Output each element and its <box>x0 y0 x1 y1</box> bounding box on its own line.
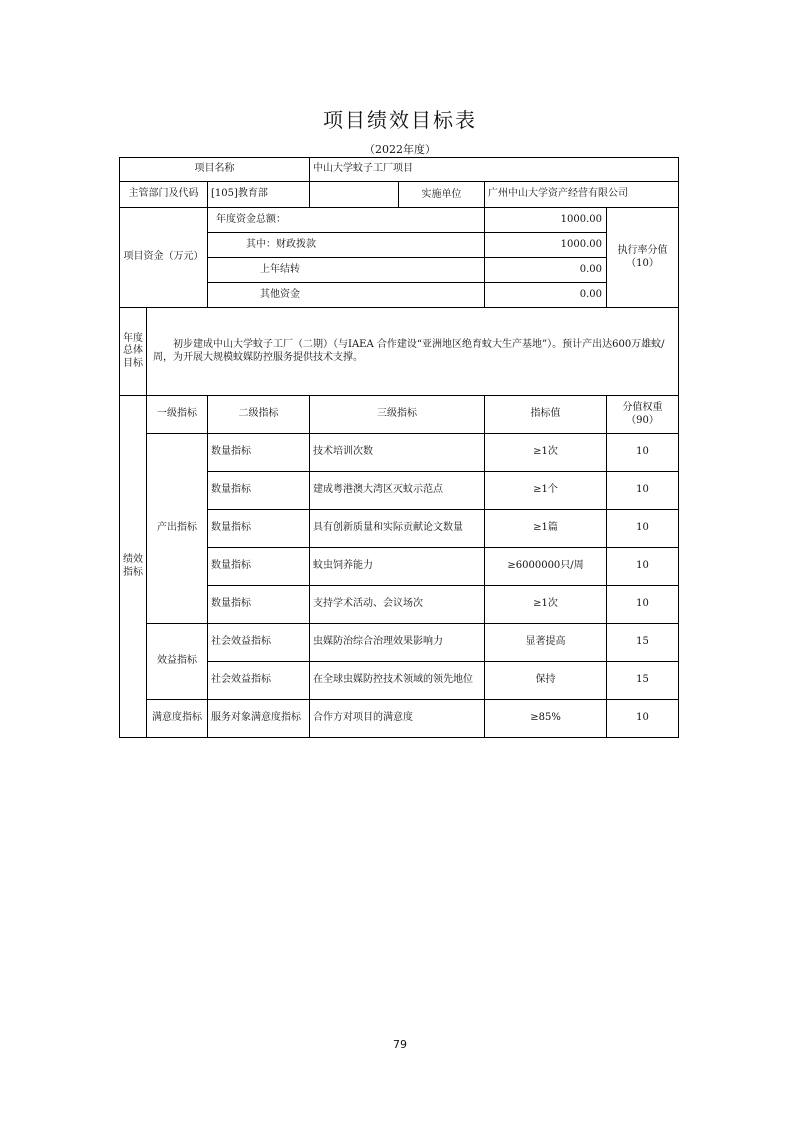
value-cell: ≥1次 <box>485 434 607 472</box>
table-row <box>120 434 679 472</box>
value-cell: 保持 <box>485 662 607 700</box>
department-value: [105]教育部 <box>208 182 310 208</box>
performance-table <box>119 157 679 738</box>
funds-total-label: 年度资金总额： <box>208 208 485 233</box>
level2-cell: 数量指标 <box>208 510 310 548</box>
execution-rate-label: 执行率分值 <box>617 245 668 256</box>
department-row <box>120 182 679 208</box>
indicator-header-row <box>120 396 679 434</box>
execution-rate-cell <box>607 208 679 308</box>
funds-label: 项目资金（万元） <box>120 208 208 308</box>
value-cell: ≥1次 <box>485 586 607 624</box>
annual-goal-row <box>120 308 679 396</box>
value-cell: ≥1篇 <box>485 510 607 548</box>
weight-cell: 10 <box>607 434 679 472</box>
level3-cell: 合作方对项目的满意度 <box>310 700 485 738</box>
department-label: 主管部门及代码 <box>120 182 208 208</box>
funds-fiscal-label: 其中：财政拨款 <box>208 233 485 258</box>
level2-cell: 社会效益指标 <box>208 624 310 662</box>
value-cell: ≥1个 <box>485 472 607 510</box>
level3-cell: 支持学术活动、会议场次 <box>310 586 485 624</box>
weight-cell: 15 <box>607 662 679 700</box>
weight-cell: 10 <box>607 472 679 510</box>
execution-rate-value: （10） <box>626 257 659 269</box>
group-output: 产出指标 <box>147 434 208 624</box>
level2-cell: 数量指标 <box>208 548 310 586</box>
annual-goal-label: 年度总体目标 <box>120 308 147 396</box>
level2-cell: 社会效益指标 <box>208 662 310 700</box>
page-number: 79 <box>393 1038 407 1051</box>
funds-other-value: 0.00 <box>485 283 607 308</box>
project-name-label: 项目名称 <box>120 158 310 182</box>
weight-cell: 10 <box>607 586 679 624</box>
unit-cell <box>310 182 485 208</box>
table-row <box>120 624 679 662</box>
header-level2: 二级指标 <box>208 396 310 434</box>
document-title: 项目绩效目标表 <box>323 108 477 132</box>
level3-cell: 蚊虫饲养能力 <box>310 548 485 586</box>
weight-cell: 10 <box>607 548 679 586</box>
project-name-value: 中山大学蚊子工厂项目 <box>310 158 679 182</box>
header-level1: 一级指标 <box>147 396 208 434</box>
group-satisfaction: 满意度指标 <box>147 700 208 738</box>
implementing-unit-value: 广州中山大学资产经营有限公司 <box>485 182 679 208</box>
funds-carryover-value: 0.00 <box>485 258 607 283</box>
level3-cell: 在全球虫媒防控技术领域的领先地位 <box>310 662 485 700</box>
funds-other-label: 其他资金 <box>208 283 485 308</box>
weight-cell: 15 <box>607 624 679 662</box>
level2-cell: 数量指标 <box>208 434 310 472</box>
level2-cell: 数量指标 <box>208 586 310 624</box>
performance-label: 绩效指标 <box>120 396 147 738</box>
funds-total-value: 1000.00 <box>485 208 607 233</box>
level3-cell: 建成粤港澳大湾区灭蚊示范点 <box>310 472 485 510</box>
annual-goal-text: 初步建成中山大学蚊子工厂（二期）（与IAEA 合作建设“亚洲地区绝育蚊大生产基地”）。预计产出达600万雄蚊/周，为开展大规模蚊媒防控服务提供技术支撑。 <box>147 308 679 396</box>
funds-carryover-label: 上年结转 <box>208 258 485 283</box>
table-row <box>120 700 679 738</box>
year-note: （2022年度） <box>364 143 436 156</box>
level3-cell: 技术培训次数 <box>310 434 485 472</box>
level2-cell: 数量指标 <box>208 472 310 510</box>
implementing-unit-label: 实施单位 <box>398 182 484 207</box>
weight-cell: 10 <box>607 510 679 548</box>
value-cell: ≥85% <box>485 700 607 738</box>
value-cell: ≥6000000只/周 <box>485 548 607 586</box>
group-benefit: 效益指标 <box>147 624 208 700</box>
level3-cell: 具有创新质量和实际贡献论文数量 <box>310 510 485 548</box>
header-level3: 三级指标 <box>310 396 485 434</box>
weight-cell: 10 <box>607 700 679 738</box>
header-weight: 分值权重（90） <box>607 396 679 434</box>
funds-fiscal-value: 1000.00 <box>485 233 607 258</box>
level2-cell: 服务对象满意度指标 <box>208 700 310 738</box>
funds-row-total <box>120 208 679 233</box>
level3-cell: 虫媒防治综合治理效果影响力 <box>310 624 485 662</box>
header-value: 指标值 <box>485 396 607 434</box>
project-name-row <box>120 158 679 182</box>
value-cell: 显著提高 <box>485 624 607 662</box>
